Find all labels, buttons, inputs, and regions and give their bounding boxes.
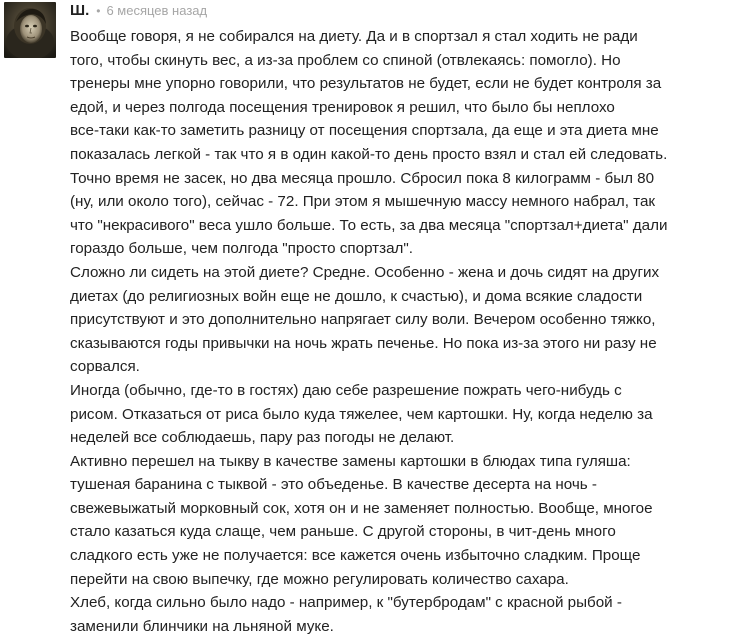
comment-line: сладкого есть уже не получается: все кажется очень избыточно сладким. Проще: [70, 547, 641, 565]
comment-line: все-таки как-то заметить разницу от посещения спортзала, да еще и эта диета мне: [70, 122, 659, 140]
comment-line: (ну, или около того), сейчас - 72. При этом я мышечную массу немного набрал, так: [70, 193, 656, 211]
comment-line: едой, и через полгода посещения тренировок я решил, что было бы неплохо: [70, 98, 615, 116]
comment-line: неделей все соблюдаешь, пару раз погоды не делают.: [70, 429, 455, 447]
comment-line: Вообще говоря, я не собирался на диету. Да и в спортзал я стал ходить не ради: [70, 28, 638, 45]
comment-line: Хлеб, когда сильно было надо - например, к "бутербродам" с красной рыбой -: [70, 594, 622, 612]
comment-body: [70, 25, 740, 638]
comment-line: стало казаться куда слаще, чем раньше. С другой стороны, в чит-день много: [70, 523, 616, 541]
comment-line: Сложно ли сидеть на этой диете? Средне. Особенно - жена и дочь сидят на других: [70, 263, 660, 281]
comment-line: тренеры мне упорно говорили, что результатов не будет, если не будет контроля за: [70, 75, 662, 93]
comment-timestamp[interactable]: 6 месяцев назад: [106, 3, 208, 18]
avatar[interactable]: [4, 2, 56, 58]
comment-line: гораздо больше, чем полгода "просто спортзал".: [70, 240, 414, 258]
comment-line: перейти на свою выпечку, где можно регулировать количество сахара.: [70, 570, 569, 588]
comment-line: Активно перешел на тыкву в качестве замены картошки в блюдах типа гуляша:: [70, 452, 631, 470]
author-name[interactable]: Ш.: [70, 2, 90, 19]
meta-separator: •: [96, 4, 101, 18]
comment-line: сказываются годы привычки на ночь жрать печенье. Но пока из-за этого ни разу не: [70, 334, 657, 352]
comment-line: Иногда (обычно, где-то в гостях) даю себе разрешение пожрать чего-нибудь с: [70, 381, 622, 399]
comment-line: тушеная баранина с тыквой - это объеденье. В качестве десерта на ночь -: [70, 476, 597, 494]
comment-line: рисом. Отказаться от риса было куда тяжелее, чем картошки. Ну, когда неделю за: [70, 405, 653, 423]
comment-line: того, чтобы скинуть вес, а из-за проблем со спиной (отвлекаясь: помогло). Но: [70, 51, 621, 69]
avatar-portrait-icon: [4, 2, 56, 58]
comment-line: показалась легкой - так что я в один какой-то день просто взял и стал ей следовать.: [70, 145, 668, 163]
comment-line: свежевыжатый морковный сок, хотя он и не заменяет полностью. Вообще, многое: [70, 499, 653, 517]
comment-content: [70, 0, 740, 638]
comment-line: диетах (до религиозных войн еще не дошло, к счастью), и дома всякие сладости: [70, 287, 643, 305]
comment-line: заменили блинчики на льняной муке.: [70, 617, 334, 635]
comment-line: что "некрасивого" веса ушло больше. То есть, за два месяца "спортзал+диета" дали: [70, 216, 668, 234]
comment-line: сорвался.: [70, 358, 140, 376]
comment-line: присутствуют и это дополнительно напрягает силу воли. Вечером особенно тяжко,: [70, 311, 656, 329]
comment-meta: [70, 0, 740, 22]
comment-line: Точно время не засек, но два месяца прошло. Сбросил пока 8 килограмм - был 80: [70, 169, 655, 187]
